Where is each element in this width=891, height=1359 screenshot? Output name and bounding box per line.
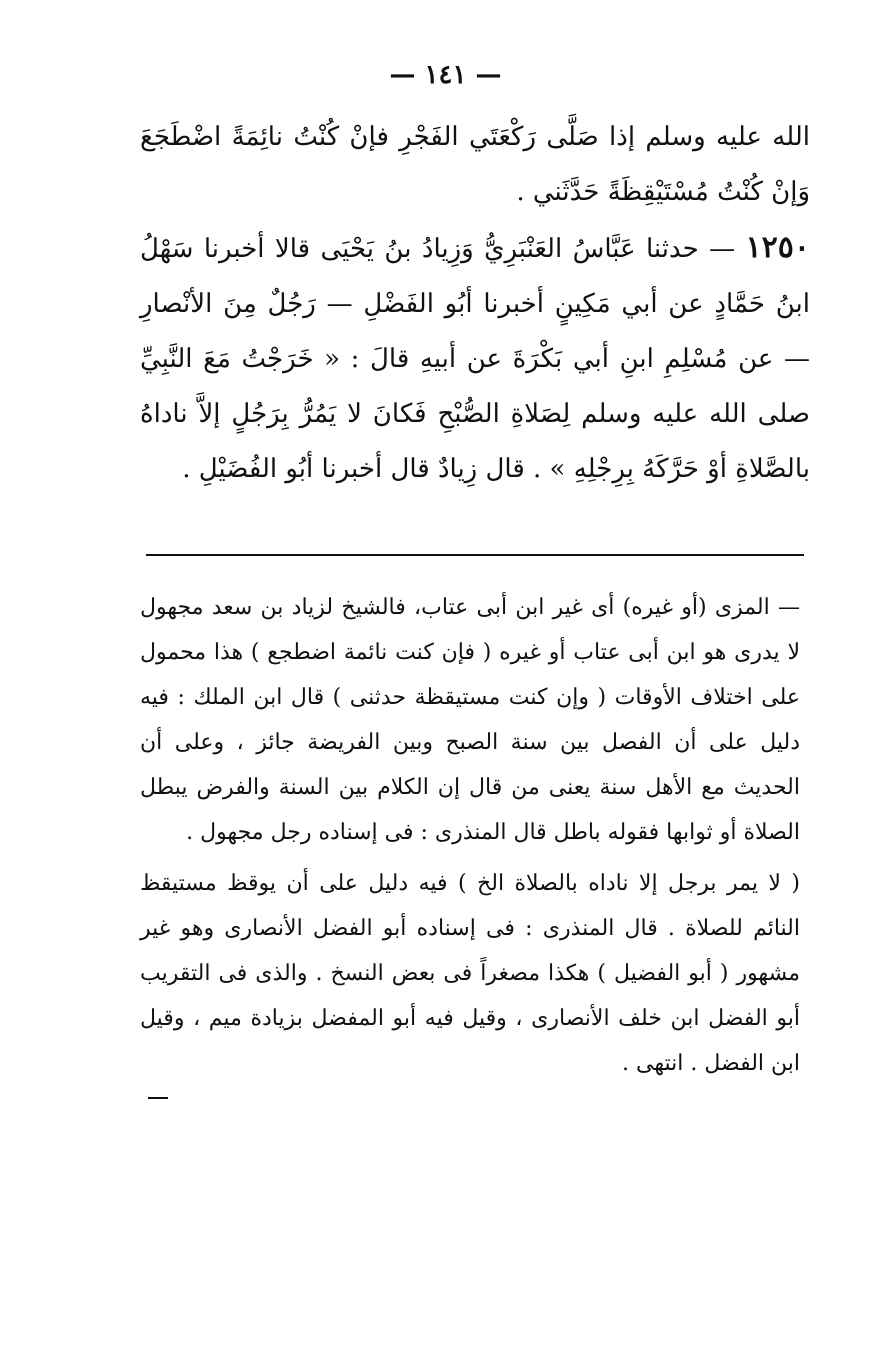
commentary	[140, 585, 800, 1086]
main-paragraph-continuation: الله عليه وسلم إذا صَلَّى رَكْعَتَي الفَجْرِ فإنْ كُنْتُ نائِمَةً اضْطَجَعَ وَإنْ كُنْتُ مُسْتَيْقِظَةً حَدَّثَني .	[140, 122, 810, 207]
hadith-paragraph	[140, 220, 810, 497]
commentary-paragraph-1: — المزى (أو غيره) أى غير ابن أبى عتاب، فالشيخ لزياد بن سعد مجهول لا يدرى هو ابن أبى عتاب أو غيره ( فإن كنت نائمة اضطجع ) هذا محمول على اختلاف الأوقات ( وإن كنت مستيقظة حدثنى ) قال ابن الملك : فيه دليل على أن الفصل بين سنة الصبح وبين الفريضة جائز ، وعلى أن الحديث مع الأهل سنة يعنى من قال إن الكلام بين السنة والفرض يبطل الصلاة أو ثوابها فقوله باطل قال المنذرى : فى إسناده رجل مجهول .	[140, 595, 800, 845]
commentary-paragraph-2: ( لا يمر برجل إلا ناداه بالصلاة الخ ) فيه دليل على أن يوقظ مستيقظ النائم للصلاة . قال المنذرى : فى إسناده أبو الفضل الأنصارى وهو غير مشهور ( أبو الفضيل ) هكذا مصغراً فى بعض النسخ . والذى فى التقريب أبو الفضل ابن خلف الأنصارى ، وقيل فيه أبو المفضل بزيادة ميم ، وقيل ابن الفضل . انتهى .	[140, 871, 800, 1076]
hadith-number: ١٢٥٠	[745, 230, 810, 265]
footnote-divider	[146, 554, 804, 556]
margin-dash	[148, 1097, 168, 1099]
main-text	[140, 110, 810, 497]
page-number: — ١٤١ —	[389, 60, 502, 90]
hadith-text: — حدثنا عَبَّاسُ العَنْبَرِيُّ وَزِيادُ بنُ يَحْيَى قالا أخبرنا سَهْلُ ابنُ حَمَّادٍ عن أبي مَكِينٍ أخبرنا أبُو الفَضْلِ — رَجُلٌ مِنَ الأنْصارِ — عن مُسْلِمِ ابنِ أبي بَكْرَةَ عن أبيهِ قالَ : « خَرَجْتُ مَعَ النَّبِيِّ صلى الله عليه وسلم لِصَلاةِ الصُّبْحِ فَكانَ لا يَمُرُّ بِرَجُلٍ إلاَّ ناداهُ بالصَّلاةِ أوْ حَرَّكَهُ بِرِجْلِهِ » . قال زِيادٌ قال أخبرنا أبُو الفُضَيْلِ .	[140, 234, 810, 484]
